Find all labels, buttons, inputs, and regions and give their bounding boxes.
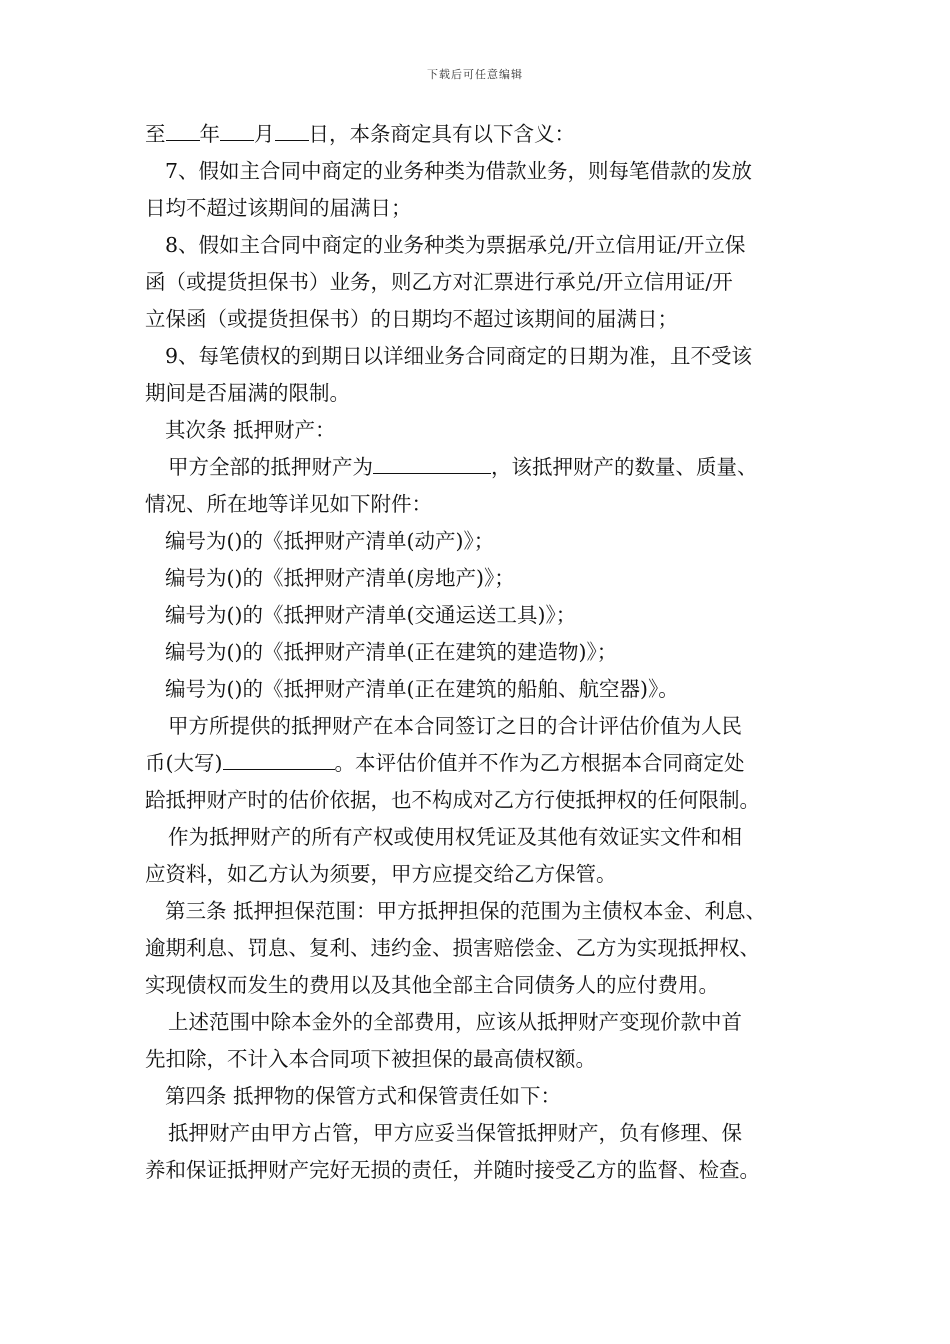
section-heading: 第四条 抵押物的保管方式和保管责任如下： xyxy=(165,1084,562,1108)
text-line: 7、假如主合同中商定的业务种类为借款业务，则每笔借款的发放 xyxy=(165,159,753,183)
section-heading: 其次条 抵押财产： xyxy=(165,418,336,442)
date-blank-month xyxy=(220,116,254,141)
text-line: 甲方全部的抵押财产为 ，该抵押财产的数量、质量、 xyxy=(145,449,835,486)
text-line: 上述范围中除本金外的全部费用，应该从抵押财产变现价款中首 xyxy=(168,1010,742,1034)
text-line: 立保函（或提货担保书）的日期均不超过该期间的届满日； xyxy=(145,307,678,331)
text-line: 抵押财产由甲方占管，甲方应妥当保管抵押财产，负有修理、保 xyxy=(168,1121,742,1145)
text-line: 作为抵押财产的所有产权或使用权凭证及其他有效证实文件和相 xyxy=(168,825,742,849)
text-line: 情况、所在地等详见如下附件： xyxy=(145,492,432,516)
document-body xyxy=(145,116,835,1189)
date-blank-day xyxy=(275,116,309,141)
text-line: 先扣除，不计入本合同项下被担保的最高债权额。 xyxy=(145,1047,596,1071)
property-blank xyxy=(373,449,491,474)
section-heading: 第三条 抵押担保范围：甲方抵押担保的范围为主债权本金、利息、 xyxy=(165,899,767,923)
list-item: 编号为()的《抵押财产清单(正在建筑的船舶、航空器)》。 xyxy=(165,677,679,701)
list-item: 编号为()的《抵押财产清单(正在建筑的建造物)》； xyxy=(165,640,618,664)
text-line: 函（或提货担保书）业务，则乙方对汇票进行承兑/开立信用证/开 xyxy=(145,270,733,294)
text-line: 期间是否届满的限制。 xyxy=(145,381,350,405)
list-item: 编号为()的《抵押财产清单(房地产)》； xyxy=(165,566,515,590)
date-blank-year xyxy=(166,116,200,141)
text-line: 跲抵押财产时的估价依据，也不构成对乙方行使抵押权的任何限制。 xyxy=(145,788,760,812)
text-line: 甲方所提供的抵押财产在本合同签订之日的合计评估价值为人民 xyxy=(168,714,742,738)
text-line: 日均不超过该期间的届满日； xyxy=(145,196,412,220)
text-line: 9、每笔债权的到期日以详细业务合同商定的日期为准，且不受该 xyxy=(165,344,753,368)
list-item: 编号为()的《抵押财产清单(动产)》； xyxy=(165,529,495,553)
list-item: 编号为()的《抵押财产清单(交通运送工具)》； xyxy=(165,603,577,627)
text-line: 至 年 月 日，本条商定具有以下含义： xyxy=(145,116,835,153)
text-line: 币(大写) 。本评估价值并不作为乙方根据本合同商定处 xyxy=(145,745,835,782)
text-line: 逾期利息、罚息、复利、违约金、损害赔偿金、乙方为实现抵押权、 xyxy=(145,936,760,960)
text-line: 养和保证抵押财产完好无损的责任，并随时接受乙方的监督、检查。 xyxy=(145,1158,760,1182)
amount-blank xyxy=(223,745,335,770)
text-line: 应资料，如乙方认为须要，甲方应提交给乙方保管。 xyxy=(145,862,617,886)
page-header: 下载后可任意编辑 xyxy=(427,68,523,81)
text-line: 实现债权而发生的费用以及其他全部主合同债务人的应付费用。 xyxy=(145,973,719,997)
text-line: 8、假如主合同中商定的业务种类为票据承兑/开立信用证/开立保 xyxy=(165,233,746,257)
